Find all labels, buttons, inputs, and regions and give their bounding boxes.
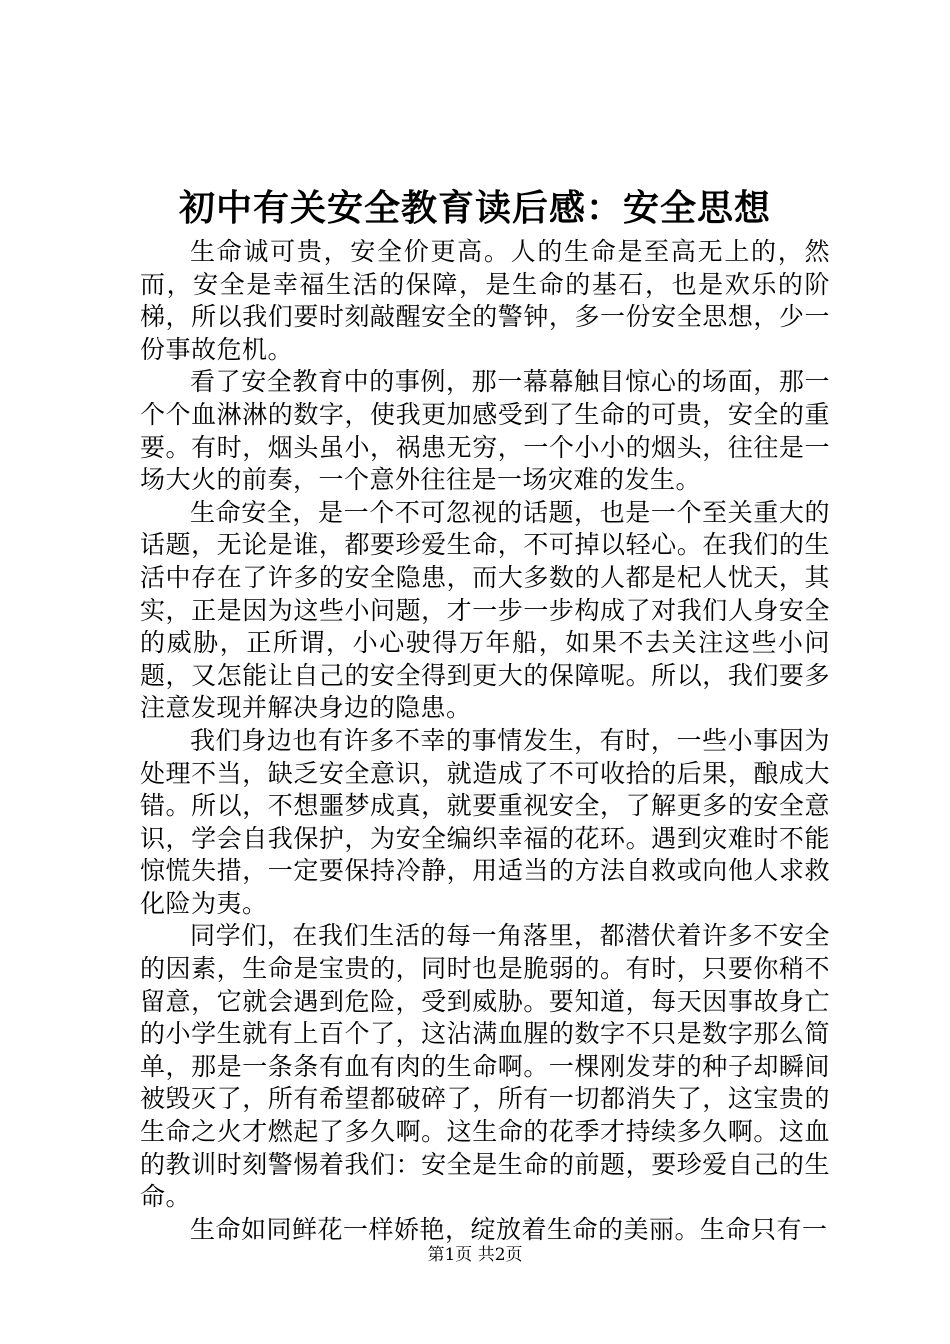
document-body [140,236,830,1246]
page-number-footer: 第1页 共2页 [427,1245,523,1265]
paragraph-5: 同学们，在我们生活的每一角落里，都潜伏着许多不安全的因素，生命是宝贵的，同时也是脆弱的。有时，只要你稍不留意，它就会遇到危险，受到威胁。要知道，每天因事故身亡的小学生就有上百个了，这沾满血腥的数字不只是数字那么简单，那是一条条有血有肉的生命啊。一棵刚发芽的种子却瞬间被毁灭了，所有希望都破碎了，所有一切都消失了，这宝贵的生命之火才燃起了多久啊。这生命的花季才持续多久啊。这血的教训时刻警惕着我们：安全是生命的前题，要珍爱自己的生命。 [140,921,830,1212]
paragraph-2: 看了安全教育中的事例，那一幕幕触目惊心的场面，那一个个血淋淋的数字，使我更加感受到了生命的可贵，安全的重要。有时，烟头虽小，祸患无穷，一个小小的烟头，往往是一场大火的前奏，一个意外往往是一场灾难的发生。 [140,367,830,495]
paragraph-6: 生命如同鲜花一样娇艳，绽放着生命的美丽。生命只有一 [190,1214,828,1244]
paragraph-1: 生命诚可贵，安全价更高。人的生命是至高无上的，然而，安全是幸福生活的保障，是生命的基石，也是欢乐的阶梯，所以我们要时刻敲醒安全的警钟，多一份安全思想，少一份事故危机。 [140,237,830,364]
paragraph-3: 生命安全，是一个不可忽视的话题，也是一个至关重大的话题，无论是谁，都要珍爱生命，不可掉以轻心。在我们的生活中存在了许多的安全隐患，而大多数的人都是杞人忧天，其实，正是因为这些小问题，才一步一步构成了对我们人身安全的威胁，正所谓，小心驶得万年船，如果不去关注这些小问题，又怎能让自己的安全得到更大的保障呢。所以，我们要多注意发现并解决身边的隐患。 [140,497,830,723]
paragraph-4: 我们身边也有许多不幸的事情发生，有时，一些小事因为处理不当，缺乏安全意识，就造成了不可收拾的后果，酿成大错。所以，不想噩梦成真，就要重视安全，了解更多的安全意识，学会自我保护，为安全编织幸福的花环。遇到灾难时不能惊慌失措，一定要保持冷静，用适当的方法自救或向他人求救化险为夷。 [140,725,830,918]
document-title: 初中有关安全教育读后感：安全思想 [178,187,771,229]
